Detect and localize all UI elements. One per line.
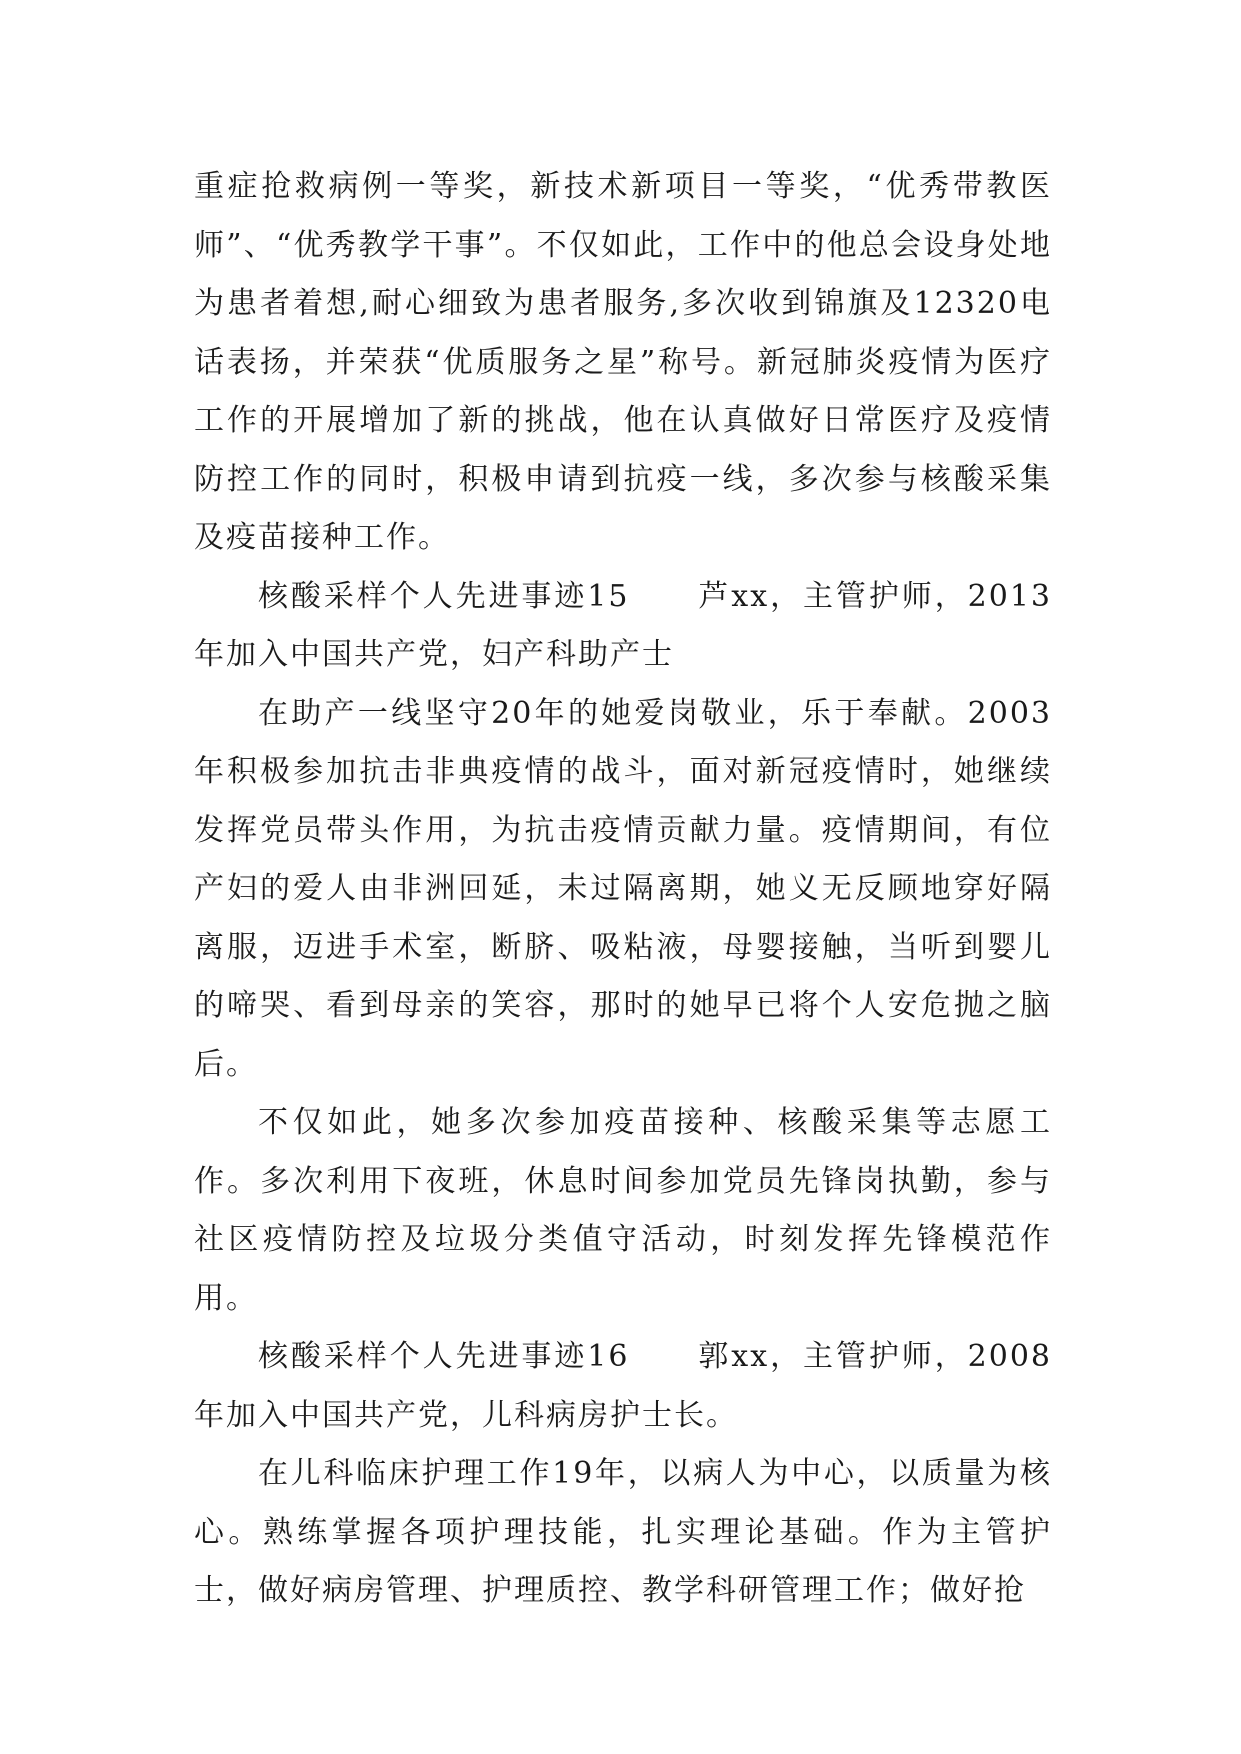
section-heading-deed-16: 核酸采样个人先进事迹16 bbox=[258, 1339, 630, 1374]
paragraph-deed-16-intro bbox=[194, 1328, 1052, 1445]
paragraph-deed-15-intro bbox=[194, 568, 1052, 685]
section-heading-deed-15: 核酸采样个人先进事迹15 bbox=[258, 578, 630, 614]
profile-deed-16: 郭xx，主管护师，2008年加入中国共产党，儿科病房护士长。 bbox=[194, 1339, 1052, 1433]
paragraph-deed-15-body: 在助产一线坚守20年的她爱岗敬业，乐于奉献。2003年积极参加抗击非典疫情的战斗，面对新冠疫情时，她继续发挥党员带头作用，为抗击疫情贡献力量。疫情期间，有位产妇的爱人由非洲回延，未过隔离期，她义无反顾地穿好隔离服，迈进手术室，断脐、吸粘液，母婴接触，当听到婴儿的啼哭、看到母亲的笑容，那时的她早已将个人安危抛之脑后。 bbox=[194, 695, 1052, 1082]
paragraph-deed-16-body: 在儿科临床护理工作19年，以病人为中心，以质量为核心。熟练掌握各项护理技能，扎实理论基础。作为主管护士，做好病房管理、护理质控、教学科研管理工作；做好抢 bbox=[194, 1456, 1052, 1608]
profile-deed-15: 芦xx，主管护师，2013年加入中国共产党，妇产科助产士 bbox=[194, 578, 1052, 672]
paragraph-deed-15-volunteer: 不仅如此，她多次参加疫苗接种、核酸采集等志愿工作。多次利用下夜班，休息时间参加党员先锋岗执勤，参与社区疫情防控及垃圾分类值守活动，时刻发挥先锋模范作用。 bbox=[194, 1105, 1052, 1316]
paragraph-award-continued: 重症抢救病例一等奖，新技术新项目一等奖，“优秀带教医师”、“优秀教学干事”。不仅如此，工作中的他总会设身处地为患者着想,耐心细致为患者服务,多次收到锦旗及12320电话表扬，并荣获“优质服务之星”称号。新冠肺炎疫情为医疗工作的开展增加了新的挑战，他在认真做好日常医疗及疫情防控工作的同时，积极申请到抗疫一线，多次参与核酸采集及疫苗接种工作。 bbox=[194, 169, 1052, 555]
document-body bbox=[194, 158, 1052, 1621]
